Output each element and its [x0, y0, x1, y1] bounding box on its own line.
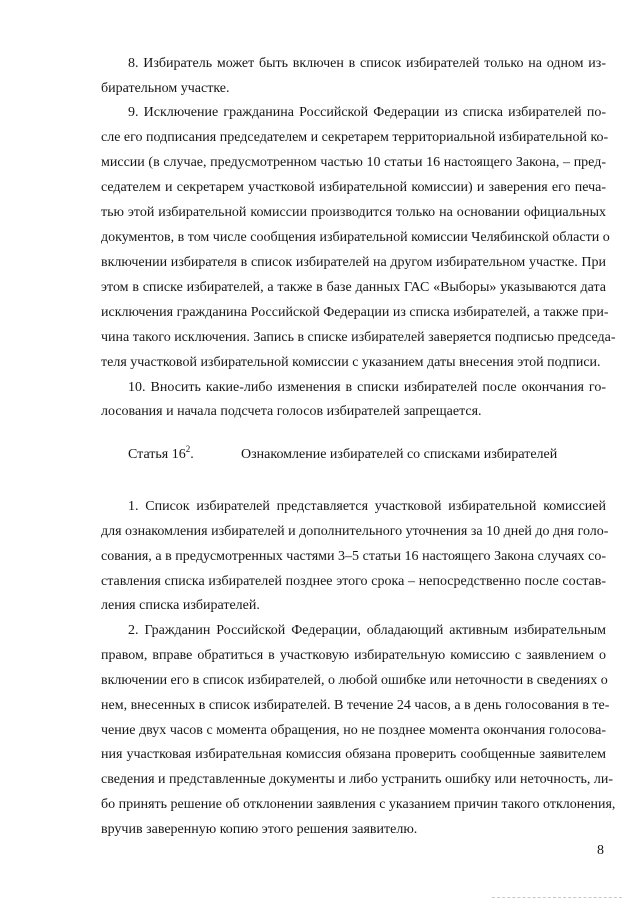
text-line: документов, в том числе сообщения избирательной комиссии Челябинской области о: [101, 230, 610, 245]
text-line: вручив заверенную копию этого решения заявителю.: [101, 822, 418, 837]
text-line: включении его в список избирателей, о любой ошибке или неточности в сведениях о: [101, 673, 608, 688]
text-line: бо принять решение об отклонении заявления с указанием причин такого отклонения,: [101, 797, 616, 812]
text-line: сле его подписания председателем и секретарем территориальной избирательной ко-: [101, 130, 609, 145]
text-line: исключения гражданина Российской Федерации из списка избирателей, а также при-: [101, 305, 609, 320]
text-line: чение двух часов с момента обращения, но не позднее момента окончания голосова-: [101, 723, 606, 738]
text-line: седателем и секретарем участковой избирательной комиссии) и заверения его печа-: [101, 180, 606, 195]
text-line: миссии (в случае, предусмотренном частью 10 статьи 16 настоящего Закона, – пред-: [101, 155, 606, 170]
text-line: сования, а в предусмотренных частями 3–5 статьи 16 настоящего Закона случаях со-: [101, 549, 606, 564]
text-line: чина такого исключения. Запись в списке избирателей заверяется подписью председа-: [101, 330, 616, 345]
text-line: ставления списка избирателей позднее этого срока – непосредственно после состав-: [101, 574, 606, 589]
article-title: Ознакомление избирателей со списками избирателей: [241, 447, 558, 462]
text-line: включении избирателя в список избирателей на другом избирательном участке. При: [101, 255, 606, 270]
page-number: 8: [597, 843, 604, 858]
text-line: теля участковой избирательной комиссии с указанием даты внесения этой подписи.: [101, 355, 601, 370]
text-line: 9. Исключение гражданина Российской Федерации из списка избирателей по-: [128, 105, 606, 120]
text-line: 1. Список избирателей представляется участковой избирательной комиссией: [128, 499, 606, 514]
text-line: бирательном участке.: [101, 81, 230, 96]
text-line: сведения и представленные документы и либо устранить ошибку или неточность, ли-: [101, 772, 614, 787]
text-line: 8. Избиратель может быть включен в список избирателей только на одном из-: [128, 56, 606, 71]
text-line: для ознакомления избирателей и дополнительного уточнения за 10 дней до дня голо-: [101, 524, 609, 539]
text-line: ления списка избирателей.: [101, 598, 260, 613]
text-line: тью этой избирательной комиссии производится только на основании официальных: [101, 205, 606, 220]
article-number: Статья $16^2$.: [128, 444, 194, 462]
text-line: 2. Гражданин Российской Федерации, обладающий активным избирательным: [128, 623, 606, 638]
text-line: 10. Вносить какие-либо изменения в списки избирателей после окончания го-: [128, 380, 606, 395]
scan-artifact-divider: [492, 897, 622, 900]
text-line: этом в списке избирателей, а также в базе данных ГАС «Выборы» указываются дата: [101, 280, 606, 295]
text-line: правом, вправе обратиться в участковую избирательную комиссию с заявлением о: [101, 648, 606, 663]
text-line: ния участковая избирательная комиссия обязана проверить сообщенные заявителем: [101, 747, 606, 762]
text-line: нем, внесенных в список избирателей. В течение 24 часов, а в день голосования в те-: [101, 698, 610, 713]
text-line: лосования и начала подсчета голосов избирателей запрещается.: [101, 404, 482, 419]
